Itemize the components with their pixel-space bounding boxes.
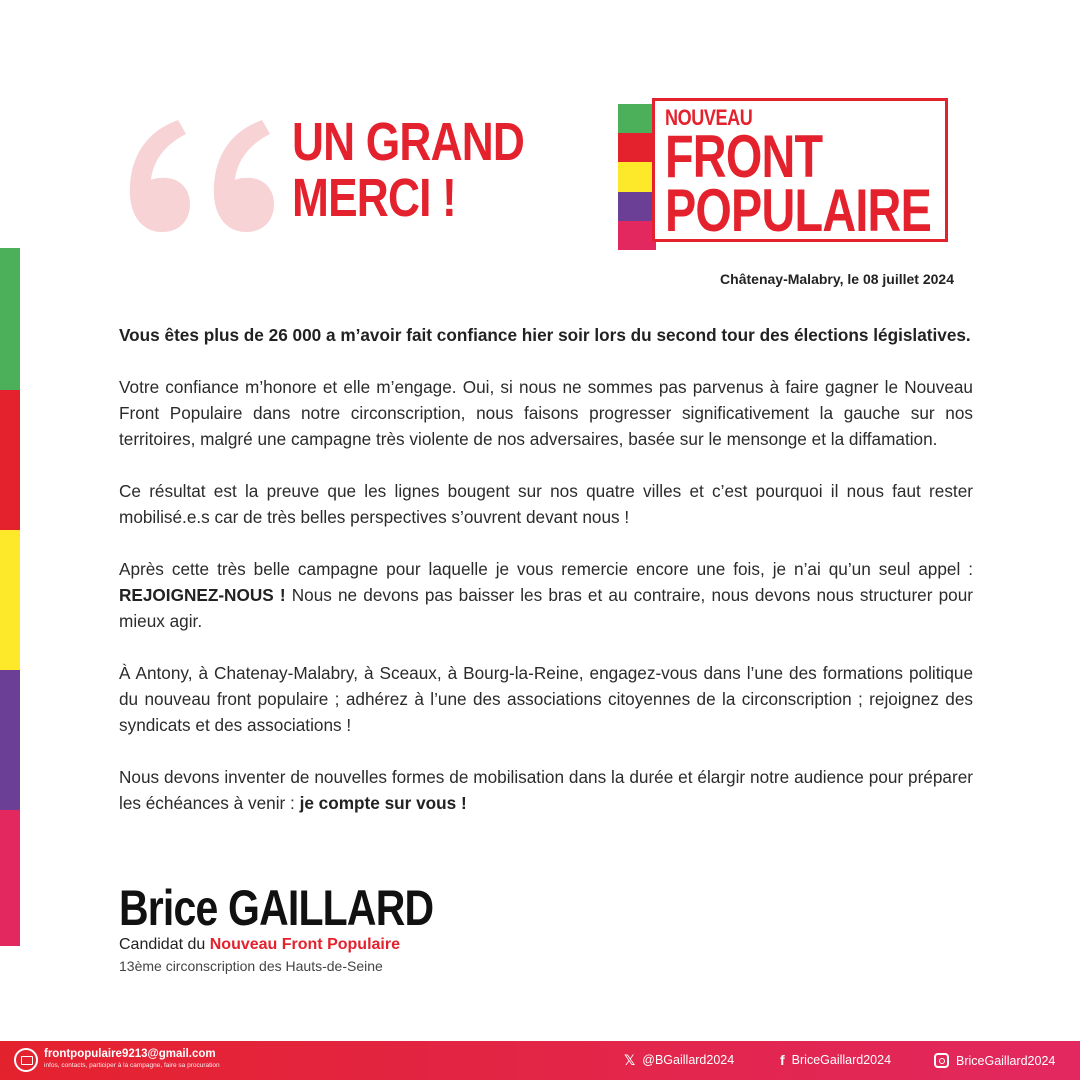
left-color-stripe	[0, 248, 20, 946]
stripe-red	[0, 390, 20, 530]
nfp-logo	[618, 98, 950, 254]
headline-line-2: MERCI !	[292, 168, 456, 228]
paragraph-4-text-a: Après cette très belle campagne pour laquelle je vous remercie encore une fois, je n’ai qu’un seul appel :	[119, 559, 973, 579]
footer-twitter-handle[interactable]: @BGaillard2024	[642, 1053, 735, 1067]
signature-name: Brice GAILLARD	[119, 880, 434, 936]
footer-facebook[interactable]	[780, 1053, 891, 1067]
paragraph-3: Ce résultat est la preuve que les lignes bougent sur nos quatre villes et c’est pourquoi il nous faut rester mobilisé.e.s car de très belles perspectives s’ouvrent devant nous !	[119, 481, 973, 527]
footer-instagram-handle[interactable]: BriceGaillard2024	[956, 1053, 1056, 1068]
footer-twitter[interactable]	[624, 1053, 734, 1067]
logo-word-front: FRONT	[665, 123, 823, 190]
headline-line-1: UN GRAND	[292, 112, 525, 172]
date-line: Châtenay-Malabry, le 08 juillet 2024	[720, 271, 954, 287]
logo-bar-red	[618, 133, 656, 162]
footer-email-subtitle: infos, contacts, participer à la campagne, faire sa procuration	[44, 1062, 220, 1069]
logo-word-populaire: POPULAIRE	[665, 177, 932, 244]
logo-box	[652, 98, 948, 242]
paragraph-6-text: Nous devons inventer de nouvelles formes de mobilisation dans la durée et élargir notre audience pour préparer les échéances à venir :	[119, 767, 973, 813]
letter-body	[119, 322, 973, 842]
mail-icon	[14, 1048, 38, 1072]
logo-bar-pink	[618, 221, 656, 250]
paragraph-lead: Vous êtes plus de 26 000 a m’avoir fait confiance hier soir lors du second tour des élections législatives.	[119, 325, 971, 345]
paragraph-4	[119, 556, 973, 634]
paragraph-6-callout: je compte sur vous !	[299, 793, 467, 813]
signature-block	[119, 880, 502, 976]
footer-facebook-handle[interactable]: BriceGaillard2024	[791, 1053, 892, 1067]
stripe-purple	[0, 670, 20, 810]
footer-email-address[interactable]: frontpopulaire9213@gmail.com	[44, 1048, 216, 1060]
logo-bar-yellow	[618, 162, 656, 191]
instagram-icon	[934, 1053, 949, 1068]
logo-bar-green	[618, 104, 656, 133]
logo-top-word: NOUVEAU	[665, 105, 753, 130]
paragraph-4-text-b: Nous ne devons pas baisser les bras et au contraire, nous devons nous structurer pour mieux agir.	[119, 585, 973, 631]
logo-color-bars	[618, 104, 656, 250]
footer-email[interactable]	[14, 1047, 220, 1072]
paragraph-5: À Antony, à Chatenay-Malabry, à Sceaux, à Bourg-la-Reine, engagez-vous dans l’une des formations politique du nouveau front populaire ; adhérez à l’une des associations citoyennes de la circonscription ; rejoignez des syndicats et des associations !	[119, 663, 973, 735]
signature-role	[119, 934, 502, 956]
paragraph-4-callout: REJOIGNEZ-NOUS !	[119, 585, 286, 605]
x-icon: 𝕏	[624, 1052, 636, 1068]
signature-role-prefix: Candidat du	[119, 936, 210, 953]
footer-bar	[0, 1041, 1080, 1080]
paragraph-6	[119, 764, 973, 816]
stripe-yellow	[0, 530, 20, 670]
signature-circonscription: 13ème circonscription des Hauts-de-Seine	[119, 958, 383, 974]
quote-marks-icon	[110, 60, 280, 250]
logo-bar-purple	[618, 192, 656, 221]
signature-role-party: Nouveau Front Populaire	[209, 936, 400, 953]
facebook-icon: f	[780, 1052, 785, 1068]
stripe-green	[0, 248, 20, 390]
footer-instagram[interactable]	[934, 1053, 1055, 1068]
headline	[292, 114, 524, 226]
stripe-pink	[0, 810, 20, 946]
paragraph-2: Votre confiance m’honore et elle m’engage. Oui, si nous ne sommes pas parvenus à faire gagner le Nouveau Front Populaire dans notre circonscription, nous faisons progresser significativement la gauche sur nos territoires, malgré une campagne très violente de nos adversaires, basée sur le mensonge et la diffamation.	[119, 377, 973, 449]
